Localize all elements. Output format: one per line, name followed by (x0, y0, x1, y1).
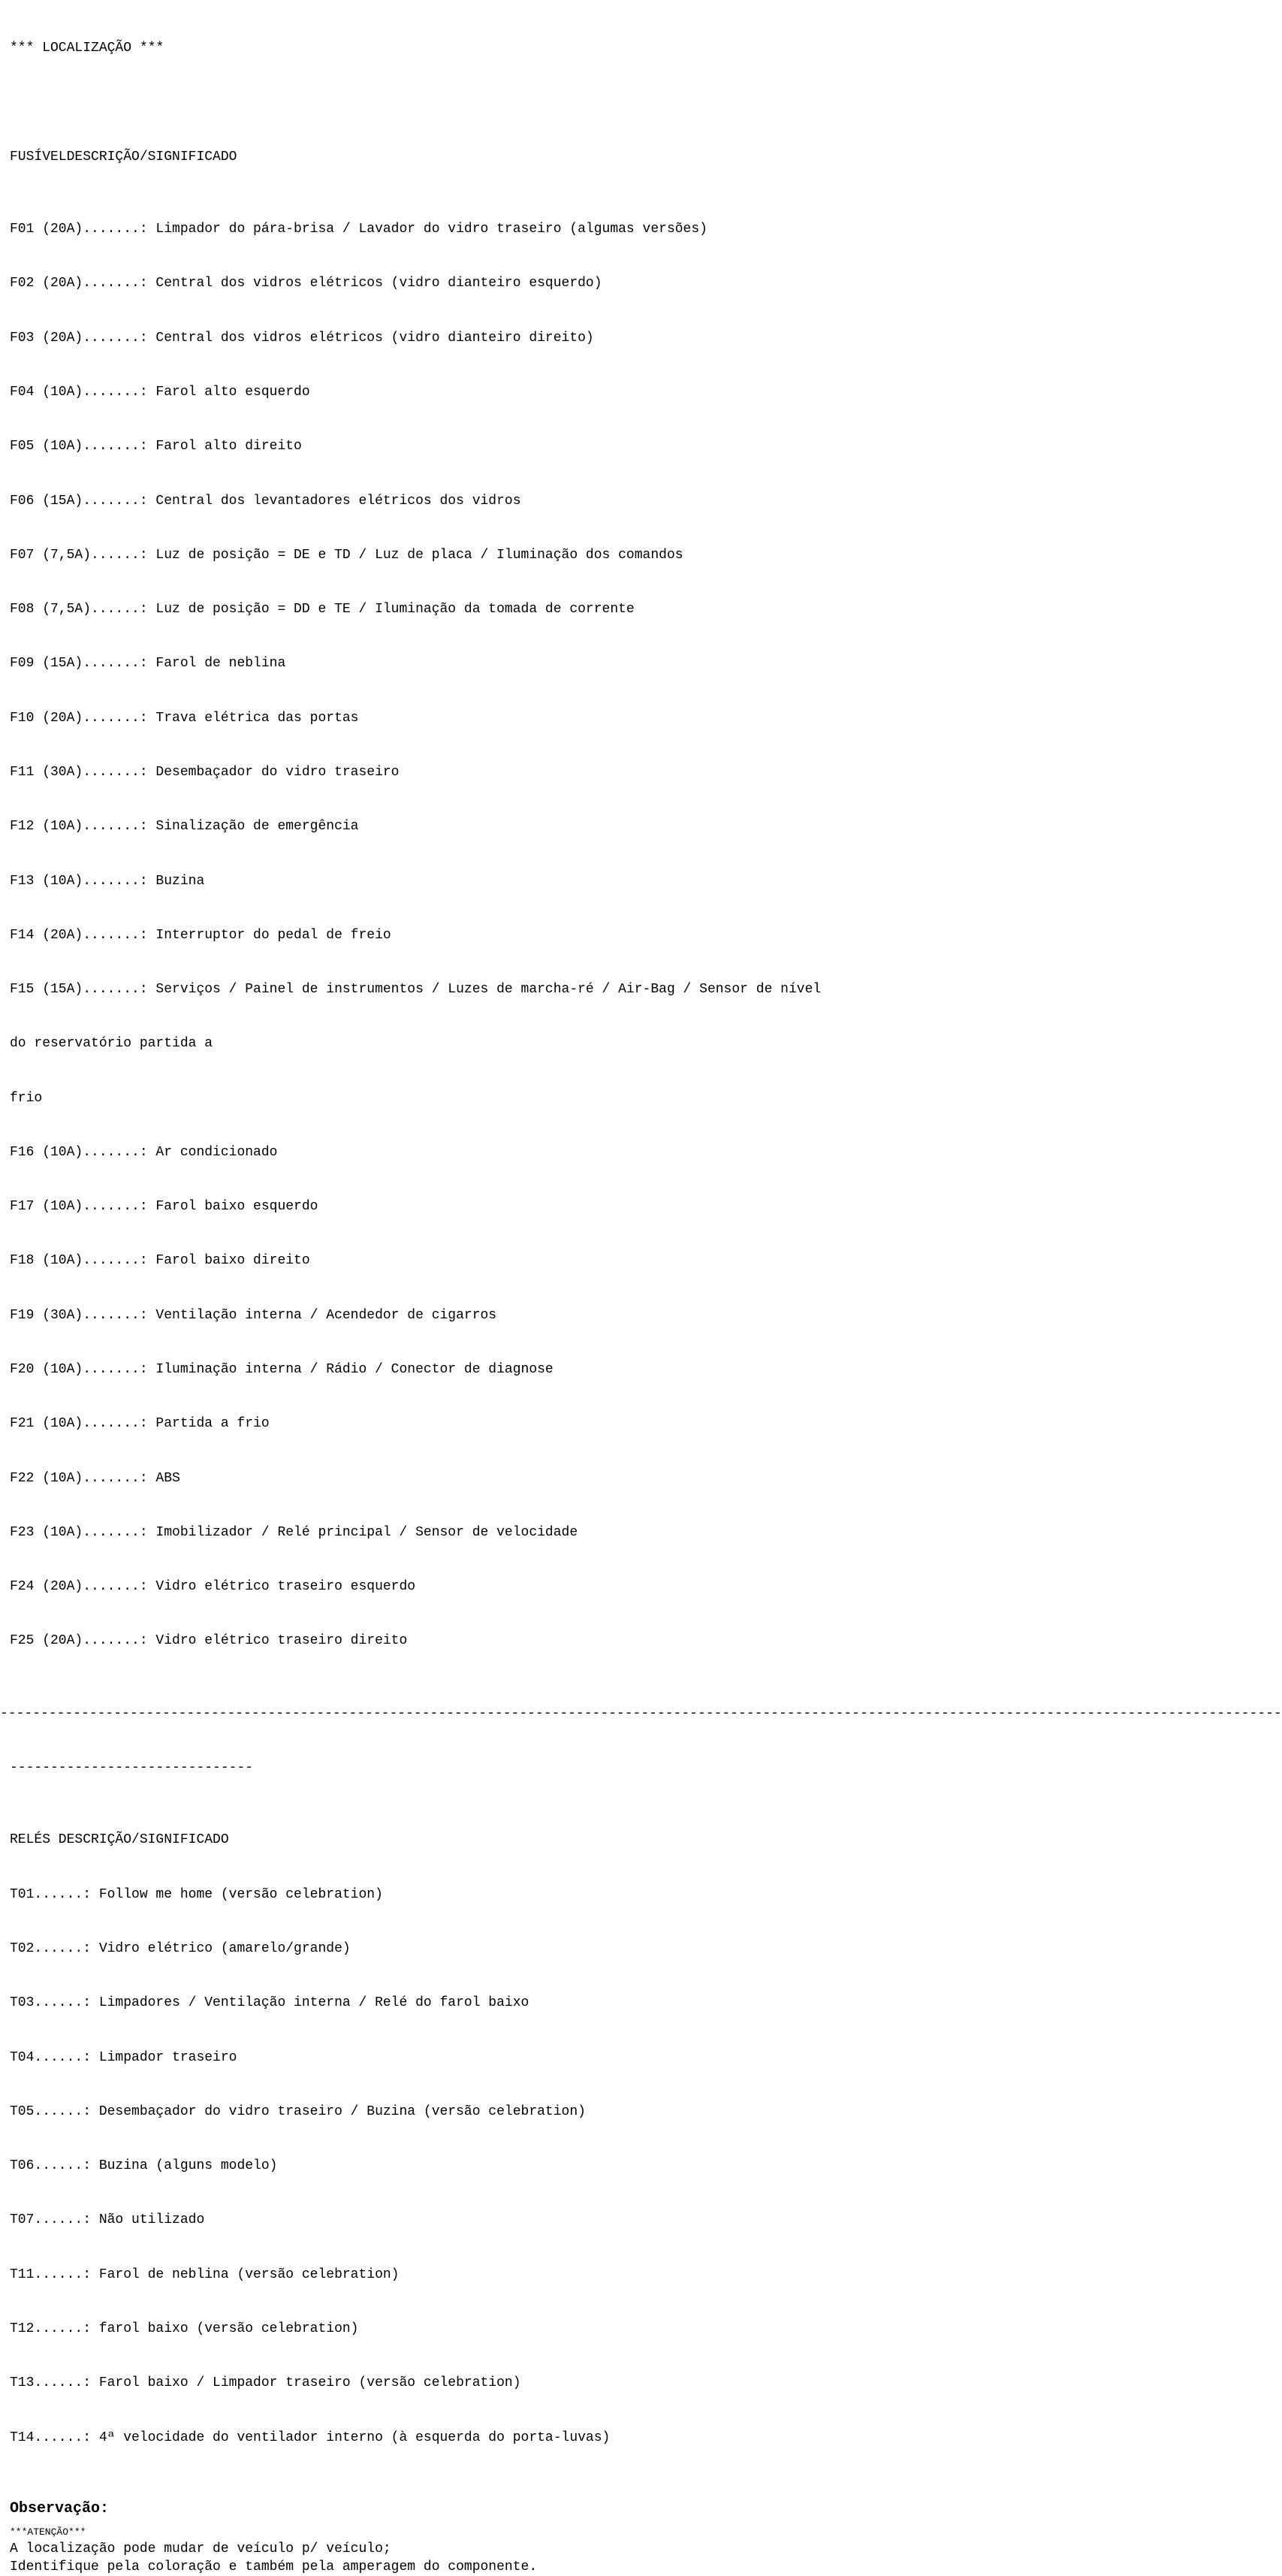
fuse-line: F18 (10A).......: Farol baixo direito (10, 1253, 310, 1269)
relay-line: T04......: Limpador traseiro (10, 2049, 237, 2065)
fuse-line: F17 (10A).......: Farol baixo esquerdo (10, 1199, 318, 1215)
fuse-line: F04 (10A).......: Farol alto esquerdo (10, 384, 310, 400)
fuse-line: F19 (30A).......: Ventilação interna / Acendedor de cigarros (10, 1307, 497, 1323)
relay-line: T12......: farol baixo (versão celebration) (10, 2321, 359, 2336)
fuse-line: F02 (20A).......: Central dos vidros elétricos (vidro dianteiro esquerdo) (10, 276, 602, 291)
fuse-line: F21 (10A).......: Partida a frio (10, 1416, 270, 1432)
attention-label: ***ATENÇÃO*** (10, 2526, 86, 2538)
fuse-line: F14 (20A).......: Interruptor do pedal de freio (10, 927, 391, 943)
fuse-line: F09 (15A).......: Farol de neblina (10, 656, 286, 672)
fuse-line: F16 (10A).......: Ar condicionado (10, 1144, 278, 1160)
fuse-line-continuation: frio (10, 1090, 43, 1106)
separator-line-continuation (10, 1759, 1006, 1777)
blank-line (10, 93, 1006, 111)
fuse-line: F15 (15A).......: Serviços / Painel de instrumentos / Luzes de marcha-ré / Air-Bag / Sensor de nível (10, 982, 822, 998)
fuse-relay-listing (0, 3, 1282, 2483)
relay-line: T14......: 4ª velocidade do ventilador interno (à esquerda do porta-luvas) (10, 2430, 611, 2445)
document-page (0, 3, 1282, 2576)
fuse-line: F03 (20A).......: Central dos vidros elétricos (vidro dianteiro direito) (10, 330, 594, 346)
fuse-line: F05 (10A).......: Farol alto direito (10, 439, 302, 454)
relay-line: T03......: Limpadores / Ventilação interna / Relé do farol baixo (10, 1995, 529, 2011)
fuse-line: F23 (10A).......: Imobilizador / Relé principal / Sensor de velocidade (10, 1524, 578, 1540)
relay-line: T11......: Farol de neblina (versão celebration) (10, 2266, 400, 2282)
fuse-line: F24 (20A).......: Vidro elétrico traseiro esquerdo (10, 1579, 416, 1595)
fuse-column-header: FUSÍVELDESCRIÇÃO/SIGNIFICADO (10, 149, 237, 165)
localization-title: *** LOCALIZAÇÃO *** (10, 41, 164, 56)
observation-line: Identifique pela coloração e também pela amperagem do componente. (10, 2559, 538, 2574)
fuse-line: F13 (10A).......: Buzina (10, 873, 205, 889)
observation-line: A localização pode mudar de veículo p/ veículo; (10, 2541, 391, 2556)
fuse-line: F01 (20A).......: Limpador do pára-brisa / Lavador do vidro traseiro (algumas versões) (10, 222, 707, 237)
observation-heading: Observação: (10, 2499, 110, 2517)
fuse-line: F08 (7,5A)......: Luz de posição = DD e TE / Iluminação da tomada de corrente (10, 602, 635, 618)
relay-line: T01......: Follow me home (versão celebration) (10, 1886, 383, 1902)
fuse-line-continuation: do reservatório partida a (10, 1036, 213, 1052)
observation-notes (10, 2525, 1006, 2576)
fuse-line: F06 (15A).......: Central dos levantadores elétricos dos vidros (10, 493, 521, 509)
relay-line: T06......: Buzina (alguns modelo) (10, 2158, 278, 2174)
fuse-line: F11 (30A).......: Desembaçador do vidro traseiro (10, 764, 400, 780)
fuse-line: F10 (20A).......: Trava elétrica das portas (10, 710, 359, 726)
fuse-line: F25 (20A).......: Vidro elétrico traseiro direito (10, 1633, 408, 1649)
relay-line: T02......: Vidro elétrico (amarelo/grande) (10, 1941, 351, 1957)
fuse-line: F07 (7,5A)......: Luz de posição = DE e TD / Luz de placa / Iluminação dos comandos (10, 547, 683, 563)
fuse-line: F20 (10A).......: Iluminação interna / Rádio / Conector de diagnose (10, 1362, 554, 1378)
relay-column-header: RELÉS DESCRIÇÃO/SIGNIFICADO (10, 1832, 229, 1848)
relay-line: T05......: Desembaçador do vidro traseiro / Buzina (versão celebration) (10, 2103, 586, 2119)
separator-dashes: -------------------------------------------------------------------------------------------------------------------------------------------------------------- (0, 1705, 1282, 1721)
separator-line (0, 1705, 1282, 1723)
fuse-line: F22 (10A).......: ABS (10, 1470, 180, 1486)
relay-line: T13......: Farol baixo / Limpador traseiro (versão celebration) (10, 2375, 521, 2391)
relay-line: T07......: Não utilizado (10, 2212, 205, 2228)
separator-dashes-short: ------------------------------ (10, 1760, 254, 1776)
fuse-line: F12 (10A).......: Sinalização de emergência (10, 819, 359, 835)
